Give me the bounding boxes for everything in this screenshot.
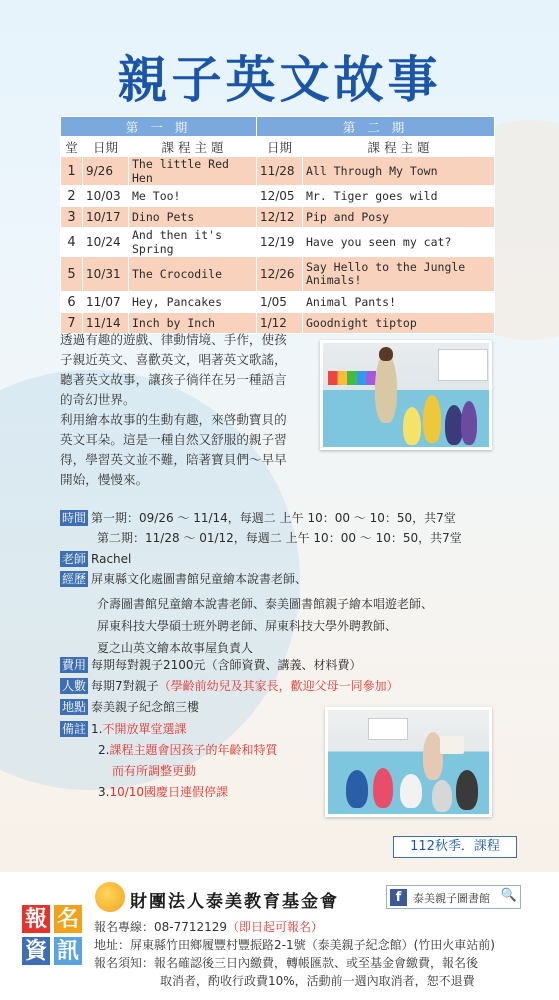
period-header-row xyxy=(61,117,495,137)
intro-line: 得，學習英文並不難，陪著寶貝們～早早 xyxy=(60,452,287,467)
people-row xyxy=(60,677,399,695)
note-3-number: 3. xyxy=(98,785,110,799)
lesson-number: 6 xyxy=(61,292,83,313)
time-period-2: 第二期：11/28 ～ 01/12，每週二 上午 10：00 ～ 10：50，共7堂 xyxy=(97,531,462,545)
phone-label: 報名專線：08-7712129 xyxy=(94,920,228,934)
column-header-row xyxy=(61,137,495,157)
note-1-number: 1. xyxy=(91,722,103,736)
page-title: 親子英文故事 xyxy=(117,50,442,109)
table-row xyxy=(61,292,495,313)
col-topic-2: 課 程 主 題 xyxy=(302,137,494,157)
date-2: 12/12 xyxy=(256,207,302,228)
note-3-text: 10/10國慶日連假停課 xyxy=(109,785,229,799)
classroom-photo xyxy=(320,340,492,450)
intro-line: 的奇幻世界。 xyxy=(60,392,136,407)
col-date-1: 日期 xyxy=(83,137,129,157)
teacher-tag: 老師 xyxy=(62,552,87,566)
date-1: 10/17 xyxy=(83,207,129,228)
col-lesson: 堂 xyxy=(61,137,83,157)
fee-row xyxy=(60,656,362,674)
phone-line xyxy=(94,919,323,936)
note-2-text: 課程主題會因孩子的年齡和特質 xyxy=(109,743,278,757)
lesson-number: 7 xyxy=(61,313,83,334)
facebook-page-link[interactable] xyxy=(386,885,521,909)
note-3 xyxy=(98,783,228,801)
table-row xyxy=(61,207,495,228)
experience-line: 屏東縣文化處圖書館兒童繪本說書老師、 xyxy=(91,572,308,586)
schedule-table xyxy=(60,116,495,334)
experience-line: 介壽圖書館兒童繪本說書老師、泰美圖書館親子繪本唱遊老師、 xyxy=(97,597,434,611)
topic-2: Pip and Posy xyxy=(302,207,494,228)
date-1: 10/31 xyxy=(83,257,129,292)
footer-tag-xun: 訊 xyxy=(54,937,82,965)
time-tag: 時間 xyxy=(62,511,87,525)
topic-1: Hey, Pancakes xyxy=(129,292,257,313)
lesson-number: 5 xyxy=(61,257,83,292)
people-tag: 人數 xyxy=(62,679,87,693)
people-note: （學齡前幼兒及其家長，歡迎父母一同參加） xyxy=(158,679,399,693)
experience-tag: 經歷 xyxy=(62,572,87,586)
date-1: 9/26 xyxy=(83,157,129,186)
table-row xyxy=(61,257,495,292)
topic-1: Dino Pets xyxy=(129,207,257,228)
date-2: 12/26 xyxy=(256,257,302,292)
intro-line: 透過有趣的遊戲、律動情境、手作，使孩 xyxy=(60,332,287,347)
intro-line: 利用繪本故事的生動有趣，來啓動寶貝的 xyxy=(60,412,287,427)
date-2: 12/19 xyxy=(256,228,302,257)
topic-2: Goodnight tiptop xyxy=(302,313,494,334)
note-2 xyxy=(98,741,277,759)
date-2: 1/05 xyxy=(256,292,302,313)
topic-2: Animal Pants! xyxy=(302,292,494,313)
people-text: 每期7對親子 xyxy=(91,679,159,693)
lesson-number: 3 xyxy=(61,207,83,228)
search-icon: 🔍 xyxy=(500,888,517,903)
note-row xyxy=(60,720,186,738)
lesson-number: 1 xyxy=(61,157,83,186)
topic-2: Mr. Tiger goes wild xyxy=(302,186,494,207)
note-2-number: 2. xyxy=(98,743,110,757)
date-1: 10/24 xyxy=(83,228,129,257)
experience-line: 屏東科技大學碩士班外聘老師、屏東科技大學外聘教師、 xyxy=(97,619,398,633)
topic-2: Have you seen my cat? xyxy=(302,228,494,257)
lesson-number: 2 xyxy=(61,186,83,207)
period-2-header: 第 二 期 xyxy=(256,117,494,137)
topic-2: Say Hello to the Jungle Animals! xyxy=(302,257,494,292)
topic-1: And then it's Spring xyxy=(129,228,257,257)
table-row xyxy=(61,157,495,186)
period-1-header: 第 一 期 xyxy=(61,117,257,137)
note-2-continued: 而有所調整更動 xyxy=(112,764,197,778)
fee-text: 每期每對親子2100元（含師資費、講義、材料費） xyxy=(91,658,362,672)
phone-note: （即日起可報名） xyxy=(227,920,324,934)
footer-tag-zi: 資 xyxy=(22,937,50,965)
time-period-1: 第一期：09/26 ～ 11/14，每週二 上午 10：00 ～ 10：50，共7堂 xyxy=(91,511,456,525)
table-row xyxy=(61,228,495,257)
experience-line: 夏之山英文繪本故事屋負責人 xyxy=(97,641,254,655)
place-text: 泰美親子紀念館三樓 xyxy=(91,700,200,714)
foundation-name: 財團法人泰美教育基金會 xyxy=(130,892,339,912)
topic-2: All Through My Town xyxy=(302,157,494,186)
date-2: 1/12 xyxy=(256,313,302,334)
lesson-number: 4 xyxy=(61,228,83,257)
topic-1: Inch by Inch xyxy=(129,313,257,334)
topic-1: Me Too! xyxy=(129,186,257,207)
teacher-name: Rachel xyxy=(91,552,132,566)
notice-line-1: 報名須知：報名確認後三日內繳費，轉帳匯款、或至基金會繳費，報名後 xyxy=(94,956,479,970)
time-row xyxy=(60,509,456,527)
topic-1: The little Red Hen xyxy=(129,157,257,186)
date-1: 10/03 xyxy=(83,186,129,207)
notice-line-2: 取消者，酌收行政費10%，活動前一週內取消者，恕不退費 xyxy=(160,974,475,988)
note-1-text: 不開放單堂選課 xyxy=(102,722,187,736)
place-tag: 地點 xyxy=(62,700,87,714)
intro-text xyxy=(60,330,315,490)
intro-line: 開始，慢慢來。 xyxy=(60,472,149,487)
col-date-2: 日期 xyxy=(256,137,302,157)
storytime-photo xyxy=(325,707,492,817)
date-1: 11/14 xyxy=(83,313,129,334)
fee-tag: 費用 xyxy=(62,658,87,672)
address-line: 地址：屏東縣竹田鄉履豐村豐振路2-1號（泰美親子紀念館）(竹田火車站前) xyxy=(94,938,495,952)
season-label: 112秋季．課程 xyxy=(393,836,517,858)
footer-tag-bao: 報 xyxy=(22,905,50,933)
footer-tag-ming: 名 xyxy=(54,905,82,933)
col-topic-1: 課 程 主 題 xyxy=(129,137,257,157)
facebook-page-label: 泰美親子圖書館 xyxy=(413,892,490,905)
intro-line: 聽著英文故事，讓孩子徜徉在另一種語言 xyxy=(60,372,287,387)
date-2: 12/05 xyxy=(256,186,302,207)
note-tag: 備註 xyxy=(62,722,87,736)
intro-line: 子親近英文、喜歡英文，唱著英文歌謠， xyxy=(60,352,287,367)
topic-1: The Crocodile xyxy=(129,257,257,292)
date-1: 11/07 xyxy=(83,292,129,313)
table-row xyxy=(61,186,495,207)
intro-line: 英文耳朵。這是一種自然又舒服的親子習 xyxy=(60,432,287,447)
foundation-logo-icon xyxy=(95,882,125,912)
teacher-row xyxy=(60,550,131,568)
date-2: 11/28 xyxy=(256,157,302,186)
place-row xyxy=(60,698,199,716)
facebook-icon: f xyxy=(390,889,407,906)
experience-row xyxy=(60,570,307,588)
